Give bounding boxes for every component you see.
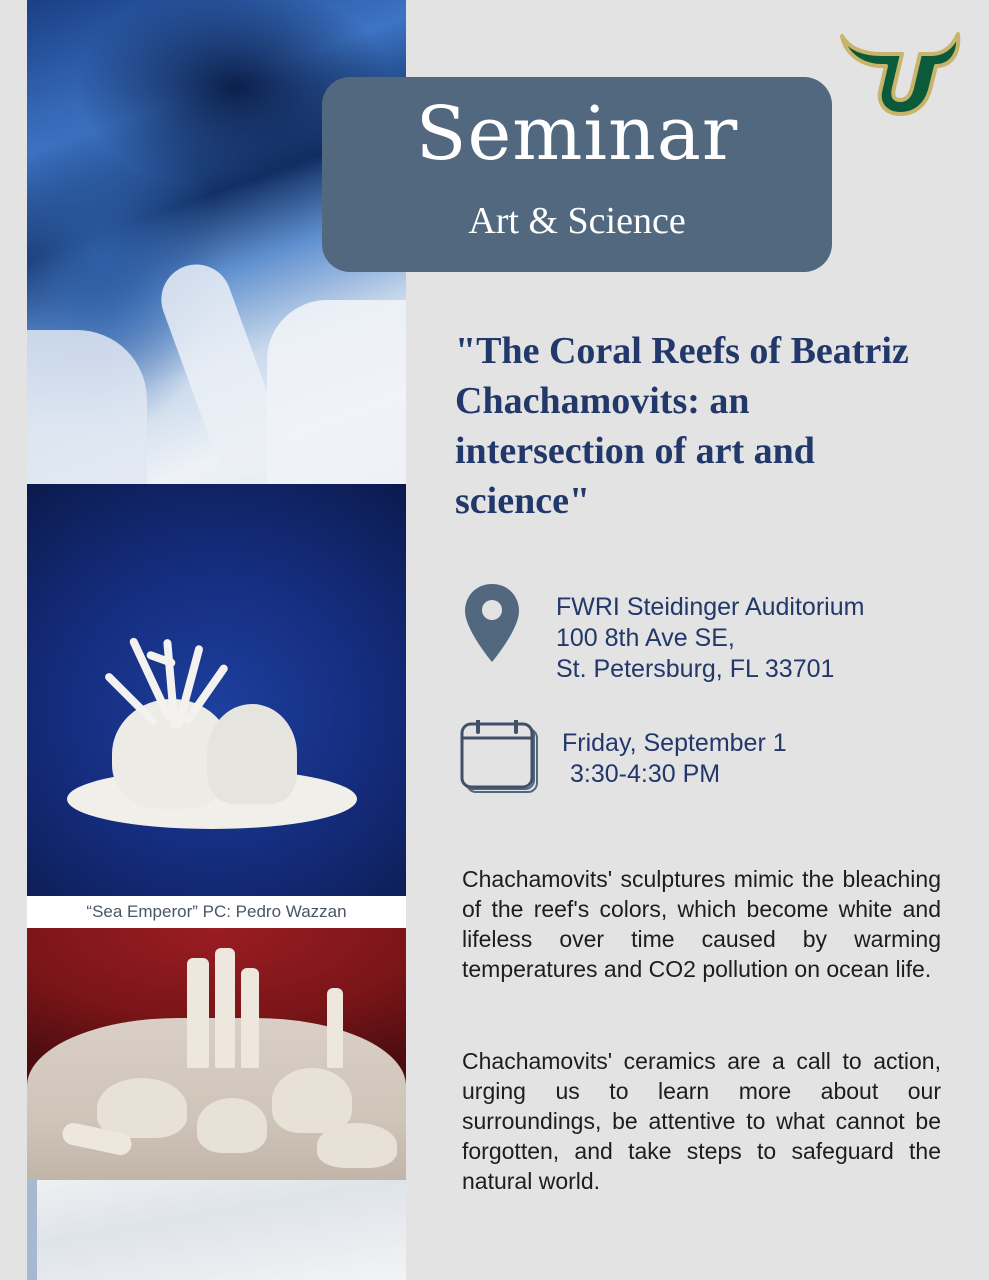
location-city: St. Petersburg, FL 33701 — [556, 655, 835, 683]
banner-title: Seminar — [415, 91, 739, 177]
location-venue: FWRI Steidinger Auditorium — [556, 593, 865, 621]
event-location — [556, 592, 956, 685]
coral-reef-installation-photo — [27, 928, 406, 1180]
description-paragraph-1: Chachamovits' sculptures mimic the bleaching of the reef's colors, which become white and lifeless over time caused by warming temperatures and CO2 pollution on ocean life. — [462, 866, 941, 982]
event-datetime — [562, 728, 942, 790]
event-date: Friday, September 1 — [562, 729, 787, 757]
white-texture-photo — [27, 1180, 406, 1280]
seminar-banner — [322, 77, 832, 272]
calendar-icon — [460, 720, 540, 796]
event-time: 3:30-4:30 PM — [570, 760, 721, 788]
map-pin-icon — [463, 582, 521, 664]
bull-horns-icon — [836, 22, 964, 122]
photo-caption: “Sea Emperor” PC: Pedro Wazzan — [27, 896, 406, 928]
description-paragraph-2: Chachamovits' ceramics are a call to action, urging us to learn more about our surroundings, be attentive to what cannot be forgotten, and take steps to safeguard the natural world. — [462, 1048, 941, 1194]
coral-sculpture-photo — [27, 484, 406, 896]
location-street: 100 8th Ave SE, — [556, 624, 735, 652]
talk-title: "The Coral Reefs of Beatriz Chachamovits: an intersection of art and science" — [455, 330, 909, 522]
banner-subtitle: Art & Science — [468, 200, 686, 242]
usf-bull-horns-logo — [836, 22, 964, 122]
